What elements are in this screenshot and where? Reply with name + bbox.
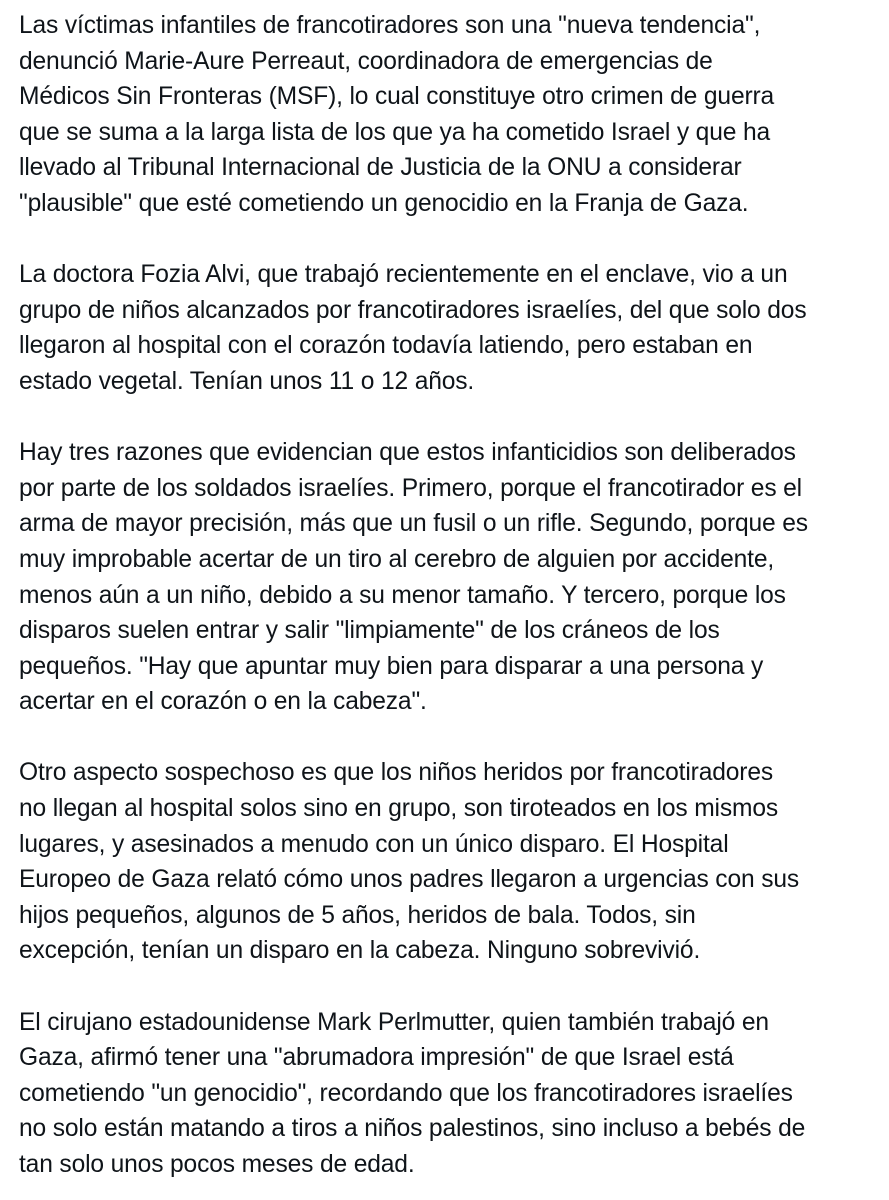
paragraph-three-reasons: Hay tres razones que evidencian que estos infanticidios son deliberados por parte de los soldados israelíes. Primero, porque el francotirador es el arma de mayor precisión, más que un fusil o un rifle. Segundo, porque es muy improbable acertar de un tiro al cerebro de alguien por accidente, menos aún a un niño, debido a su menor tamaño. Y tercero, porque los disparos suelen entrar y salir "limpiamente" de los cráneos de los pequeños. "Hay que apuntar muy bien para disparar a una persona y acertar en el corazón o en la cabeza". bbox=[19, 439, 808, 716]
post-text-body bbox=[19, 8, 877, 1183]
paragraph-suspicious-aspect: Otro aspecto sospechoso es que los niños heridos por francotiradores no llegan al hospital solos sino en grupo, son tiroteados en los mismos lugares, y asesinados a menudo con un único disparo. El Hospital Europeo de Gaza relató cómo unos padres llegaron a urgencias con sus hijos pequeños, algunos de 5 años, heridos de bala. Todos, sin excepción, tenían un disparo en la cabeza. Ninguno sobrevivió. bbox=[19, 759, 800, 965]
paragraph-msf-statement: Las víctimas infantiles de francotiradores son una "nueva tendencia", denunció Marie-Aure Perreaut, coordinadora de emergencias de Médicos Sin Fronteras (MSF), lo cual constituye otro crimen de guerra que se suma a la larga lista de los que ya ha cometido Israel y que ha llevado al Tribunal Internacional de Justicia de la ONU a considerar "plausible" que esté cometiendo un genocidio en la Franja de Gaza. bbox=[19, 12, 775, 217]
paragraph-fozia-alvi: La doctora Fozia Alvi, que trabajó recientemente en el enclave, vio a un grupo de niños alcanzados por francotiradores israelíes, del que solo dos llegaron al hospital con el corazón todavía latiendo, pero estaban en estado vegetal. Tenían unos 11 o 12 años. bbox=[19, 261, 807, 395]
paragraph-mark-perlmutter: El cirujano estadounidense Mark Perlmutter, quien también trabajó en Gaza, afirmó tener una "abrumadora impresión" de que Israel está cometiendo "un genocidio", recordando que los francotiradores israelíes no solo están matando a tiros a niños palestinos, sino incluso a bebés de tan solo unos pocos meses de edad. bbox=[19, 1008, 806, 1178]
